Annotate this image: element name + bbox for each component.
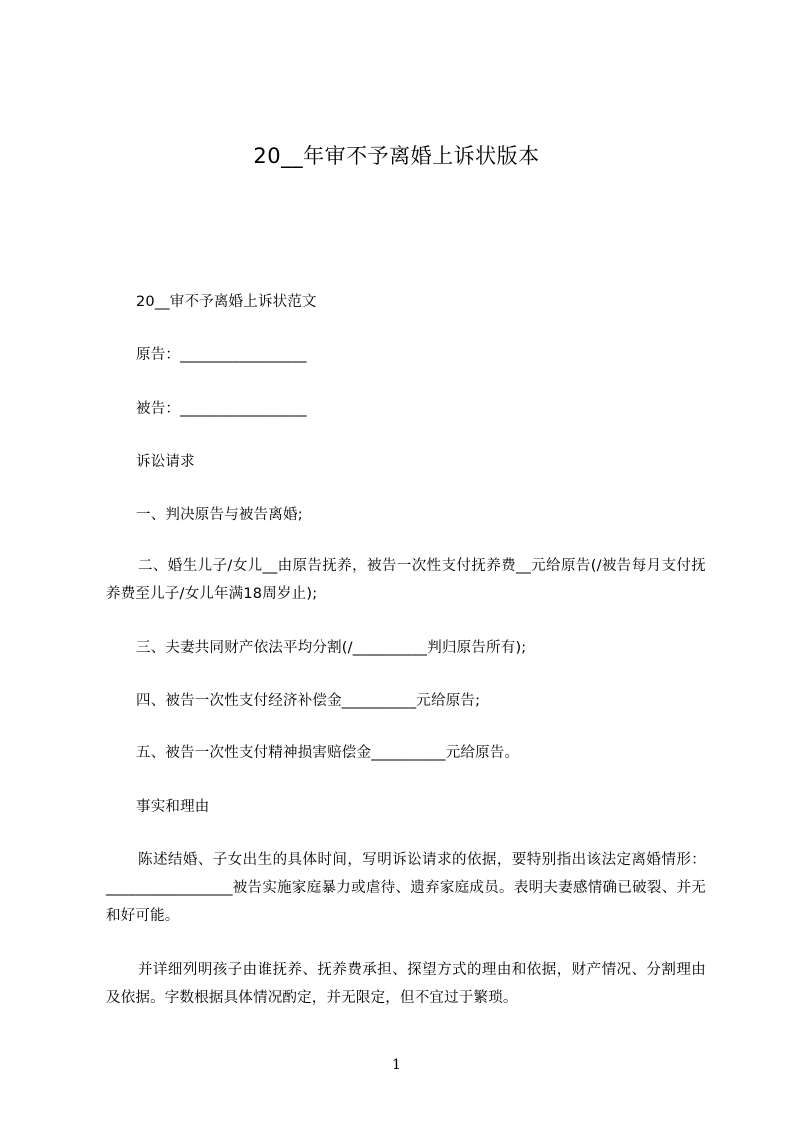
- plaintiff-line: 原告：_________________: [136, 347, 307, 363]
- document-title: 20__年审不予离婚上诉状版本: [253, 144, 540, 168]
- defendant-line: 被告：_________________: [136, 401, 307, 417]
- subtitle-paragraph: 20__审不予离婚上诉状范文: [136, 294, 317, 310]
- page-number: 1: [392, 1057, 401, 1073]
- claim-item-2: 二、婚生儿子/女儿__由原告抚养，被告一次性支付抚养费__元给原告(/被告每月支付抚养费至儿子/女儿年满18周岁止);: [106, 558, 706, 602]
- facts-heading: 事实和理由: [136, 799, 210, 815]
- facts-paragraph-2: 并详细列明孩子由谁抚养、抚养费承担、探望方式的理由和依据，财产情况、分割理由及依据。字数根据具体情况酌定，并无限定，但不宜过于繁琐。: [106, 962, 706, 1006]
- claims-heading: 诉讼请求: [136, 454, 195, 470]
- claim-item-3: 三、夫妻共同财产依法平均分割(/__________判归原告所有);: [136, 640, 527, 656]
- claim-item-1: 一、判决原告与被告离婚;: [136, 507, 303, 523]
- claim-item-4: 四、被告一次性支付经济补偿金__________元给原告;: [136, 693, 481, 709]
- facts-paragraph-1: 陈述结婚、子女出生的具体时间，写明诉讼请求的依据，要特别指出该法定离婚情形：_________________被告实施家庭暴力或虐待、遗弃家庭成员。表明夫妻感情确已破裂、并无和好可能。: [106, 852, 706, 924]
- claim-item-5: 五、被告一次性支付精神损害赔偿金__________元给原告。: [136, 745, 520, 761]
